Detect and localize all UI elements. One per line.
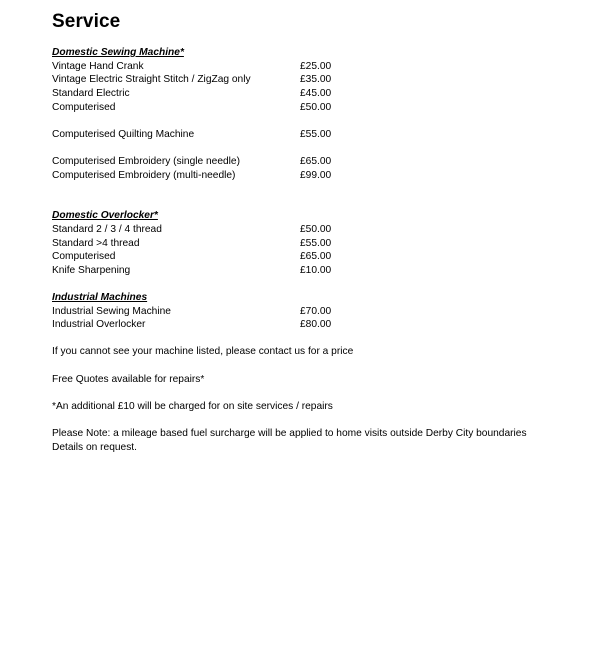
service-name: Industrial Overlocker: [52, 319, 146, 330]
service-name: Standard 2 / 3 / 4 thread: [52, 224, 162, 235]
note-details-on-request: Details on request.: [52, 442, 137, 453]
price-row: [52, 223, 352, 236]
price-row: [52, 264, 352, 277]
service-name: Vintage Hand Crank: [52, 61, 144, 72]
price-row: [52, 169, 352, 182]
note-free-quotes: Free Quotes available for repairs*: [52, 374, 205, 385]
page-title: Service: [52, 11, 121, 32]
note-contact-for-price: If you cannot see your machine listed, please contact us for a price: [52, 346, 354, 357]
service-price: £55.00: [300, 129, 332, 140]
section-heading-domestic-overlocker: Domestic Overlocker*: [52, 210, 158, 221]
price-row: [52, 318, 352, 331]
price-row: [52, 305, 352, 318]
service-price: £65.00: [300, 156, 332, 167]
note-mileage-surcharge: Please Note: a mileage based fuel surcharge will be applied to home visits outside Derby City boundaries: [52, 428, 527, 439]
service-price: £99.00: [300, 170, 332, 181]
price-row: [52, 155, 352, 168]
service-price: £50.00: [300, 102, 332, 113]
service-name: Computerised Embroidery (single needle): [52, 156, 240, 167]
price-row: [52, 237, 352, 250]
service-name: Vintage Electric Straight Stitch / ZigZag only: [52, 74, 251, 85]
service-name: Knife Sharpening: [52, 265, 131, 276]
service-name: Standard >4 thread: [52, 238, 140, 249]
service-price: £45.00: [300, 88, 332, 99]
service-price: £80.00: [300, 319, 332, 330]
service-price: £65.00: [300, 251, 332, 262]
price-row: [52, 87, 352, 100]
section-heading-industrial-machines: Industrial Machines: [52, 292, 148, 303]
service-name: Computerised Embroidery (multi-needle): [52, 170, 236, 181]
service-price: £10.00: [300, 265, 332, 276]
service-name: Industrial Sewing Machine: [52, 306, 171, 317]
price-row: [52, 250, 352, 263]
service-price: £70.00: [300, 306, 332, 317]
service-name: Computerised: [52, 251, 116, 262]
service-price: £25.00: [300, 61, 332, 72]
price-row: [52, 128, 352, 141]
price-row: [52, 101, 352, 114]
section-heading-domestic-sewing-machine: Domestic Sewing Machine*: [52, 47, 184, 58]
service-name: Computerised: [52, 102, 116, 113]
service-name: Standard Electric: [52, 88, 130, 99]
service-price: £55.00: [300, 238, 332, 249]
price-row: [52, 60, 352, 73]
price-row: [52, 73, 352, 86]
service-price: £35.00: [300, 74, 332, 85]
service-price: £50.00: [300, 224, 332, 235]
service-name: Computerised Quilting Machine: [52, 129, 195, 140]
note-onsite-charge: *An additional £10 will be charged for on site services / repairs: [52, 401, 333, 412]
